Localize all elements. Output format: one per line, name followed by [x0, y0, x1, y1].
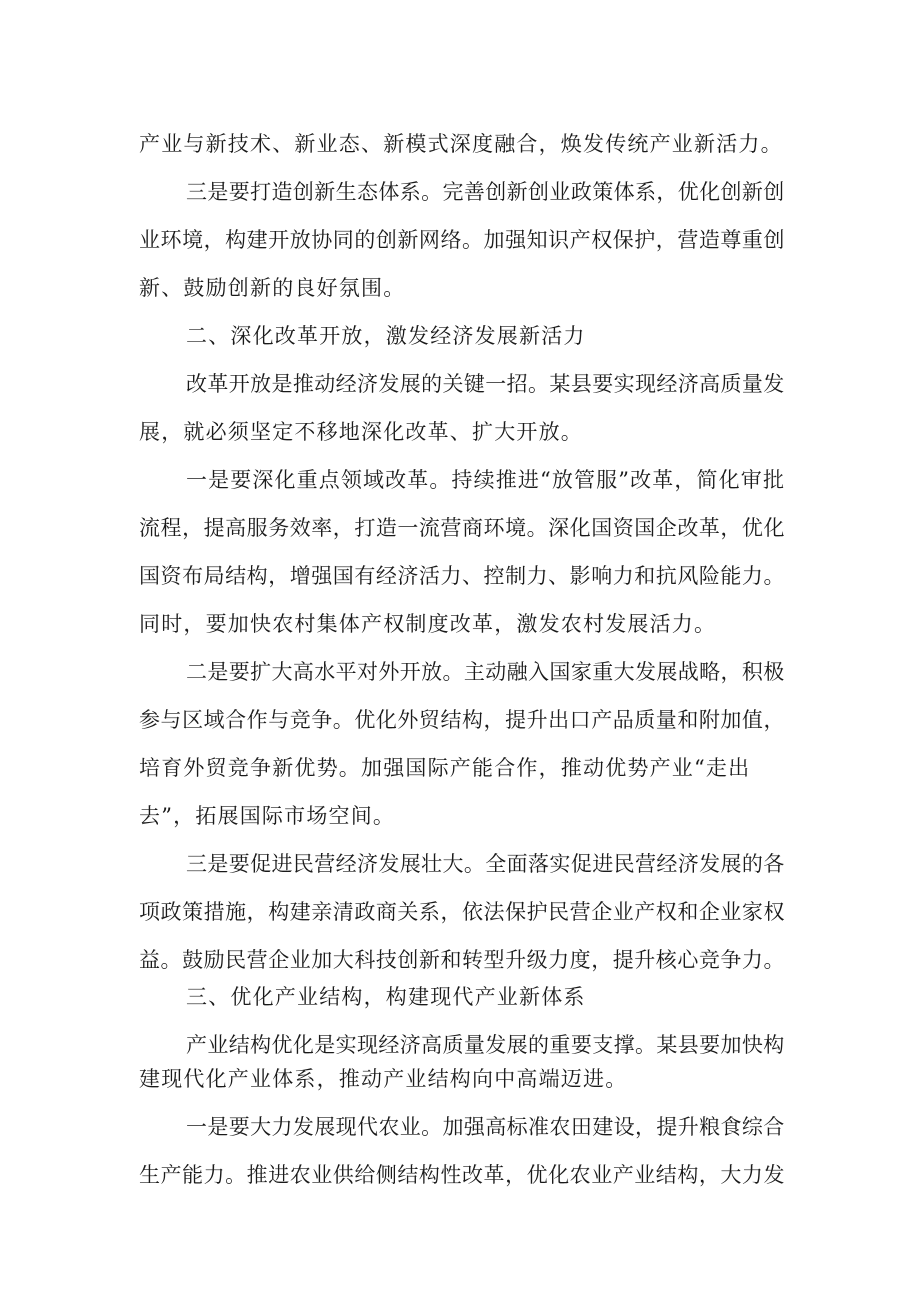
paragraph-start-line: 一是要深化重点领域改革。持续推进“放管服”改革，简化审批: [186, 468, 786, 492]
text-line: 去”，拓展国际市场空间。: [139, 804, 396, 828]
text-line: 益。鼓励民营企业加大科技创新和转型升级力度，提升核心竞争力。: [139, 948, 785, 972]
text-line: 国资布局结构，增强国有经济活力、控制力、影响力和抗风险能力。: [139, 564, 785, 588]
text-line: 项政策措施，构建亲清政商关系，依法保护民营企业产权和企业家权: [139, 900, 785, 924]
text-line: 参与区域合作与竞争。优化外贸结构，提升出口产品质量和附加值，: [139, 708, 785, 732]
paragraph-start-line: 产业结构优化是实现经济高质量发展的重要支撑。某县要加快构: [186, 1033, 785, 1057]
text-line: 建现代化产业体系，推动产业结构向中高端迈进。: [139, 1067, 628, 1091]
text-line: 新、鼓励创新的良好氛围。: [139, 276, 406, 300]
text-line: 流程，提高服务效率，打造一流营商环境。深化国资国企改革，优化: [139, 516, 785, 540]
paragraph-start-line: 二是要扩大高水平对外开放。主动融入国家重大发展战略，积极: [186, 660, 785, 684]
section-heading: 二、深化改革开放，激发经济发展新活力: [186, 324, 586, 348]
text-line: 业环境，构建开放协同的创新网络。加强知识产权保护，营造尊重创: [139, 228, 785, 252]
section-heading: 三、优化产业结构，构建现代产业新体系: [186, 985, 586, 1009]
paragraph-start-line: 三是要打造创新生态体系。完善创新创业政策体系，优化创新创: [186, 180, 785, 204]
paragraph-start-line: 一是要大力发展现代农业。加强高标准农田建设，提升粮食综合: [186, 1115, 785, 1139]
text-line: 同时，要加快农村集体产权制度改革，激发农村发展活力。: [139, 612, 717, 636]
paragraph-start-line: 三是要促进民营经济发展壮大。全面落实促进民营经济发展的各: [186, 852, 785, 876]
text-line: 产业与新技术、新业态、新模式深度融合，焕发传统产业新活力。: [139, 132, 783, 156]
text-line: 生产能力。推进农业供给侧结构性改革，优化农业产业结构，大力发: [139, 1163, 785, 1187]
paragraph-start-line: 改革开放是推动经济发展的关键一招。某县要实现经济高质量发: [186, 372, 785, 396]
text-line: 展，就必须坚定不移地深化改革、扩大开放。: [139, 420, 583, 444]
text-line: 培育外贸竞争新优势。加强国际产能合作，推动优势产业“走出: [139, 756, 751, 780]
